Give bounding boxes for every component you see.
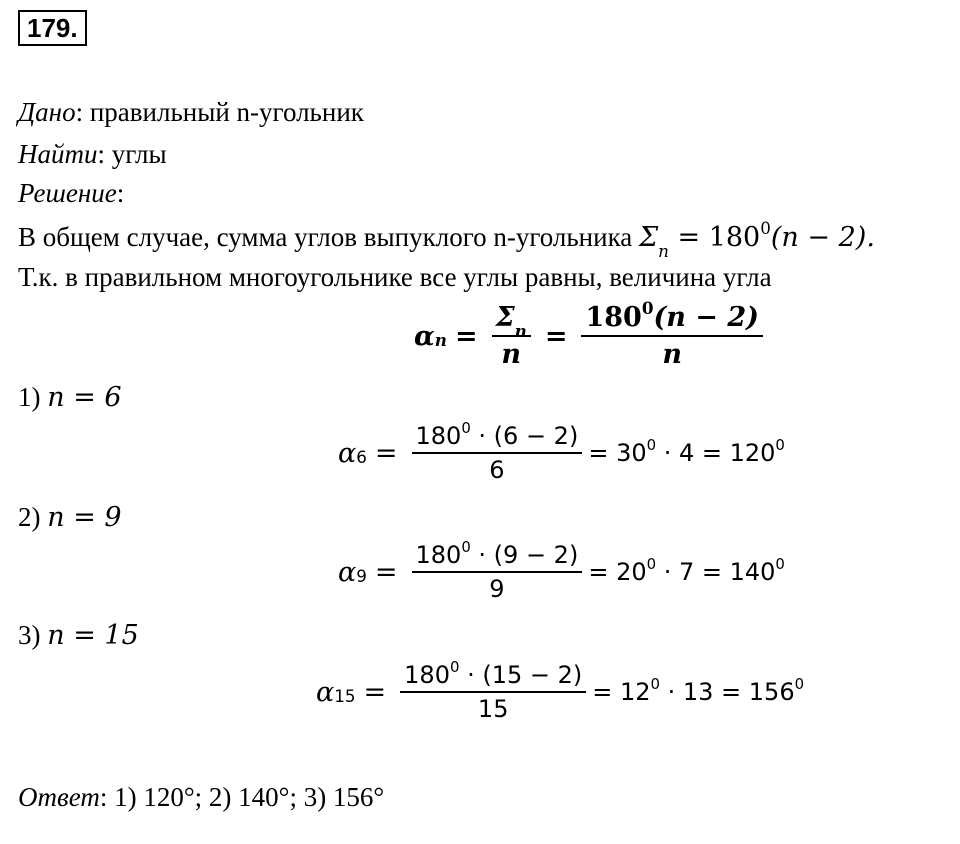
numerator-sup: 0 — [449, 657, 460, 676]
answer-colon: : — [99, 782, 108, 812]
numerator-a: 180 — [404, 661, 450, 689]
frac1-numerator-sub: n — [514, 320, 527, 341]
result-a: = 12 — [592, 678, 651, 706]
answer-line — [18, 784, 384, 811]
denominator: 15 — [400, 691, 586, 721]
case-fraction — [400, 657, 586, 723]
alpha-symbol: α — [338, 437, 357, 469]
find-colon: : — [97, 139, 106, 169]
case-fraction — [412, 418, 583, 484]
result-sup2: 0 — [775, 435, 785, 454]
frac2-numerator-a: 180 — [585, 302, 642, 333]
result-sup2: 0 — [775, 554, 785, 573]
answer-label: Ответ — [18, 782, 100, 812]
case-2-formula: α $_9$ = $\frac{180^0 \cdot (9 - 2)}{9}$ = $20^0 \cdot 7 = 140^0$ — [338, 537, 785, 603]
case-label: 1) — [18, 382, 48, 412]
frac2-denominator: n — [581, 335, 762, 368]
find-label: Найти — [18, 139, 98, 169]
case-label: 2) — [18, 502, 48, 532]
alpha-symbol: α — [414, 320, 435, 352]
case-fraction — [412, 537, 583, 603]
case-1-condition — [18, 384, 122, 411]
case-condition: n = 6 — [47, 382, 122, 413]
solution-colon: : — [116, 178, 125, 208]
sigma-symbol: Σ — [639, 222, 659, 253]
case-label: 3) — [18, 620, 48, 650]
denominator: 9 — [412, 571, 583, 601]
find-line — [18, 141, 167, 168]
frac1-numerator: Σ — [495, 302, 515, 333]
result-sup1: 0 — [646, 554, 657, 573]
solution-label: Решение — [18, 178, 117, 208]
numerator-sup: 0 — [461, 418, 471, 437]
result-a: = 20 — [588, 558, 647, 586]
result-sup2: 0 — [794, 674, 805, 693]
numerator-a: 180 — [415, 422, 462, 450]
case-1-formula: α $_6$ = $\frac{180^0 \cdot (6 - 2)}{6}$ = $30^0 \cdot 4 = 120^0$ — [338, 418, 785, 484]
given-text: правильный n-угольник — [83, 97, 364, 127]
case-condition: n = 9 — [47, 502, 122, 533]
result-sup1: 0 — [650, 674, 660, 693]
numerator-a: 180 — [415, 541, 462, 569]
given-line — [18, 99, 364, 126]
paragraph-regular-polygon: Т.к. в правильном многоугольнике все углы равны, величина угла — [18, 262, 772, 292]
case-3-formula: α $_{15}$ = $\frac{180^0 \cdot (15 - 2)}{15}$ = $12^0 \cdot 13 = 156^0$ — [316, 657, 805, 723]
frac1-denominator: n — [492, 335, 531, 368]
para1-rest: (n − 2). — [770, 222, 875, 253]
result-b: · 4 = 120 — [656, 439, 776, 467]
alpha-symbol: α — [338, 556, 357, 588]
solution-line — [18, 180, 124, 207]
general-angle-formula: α $_n$ = $\frac{\Sigma_n}{n}$ = $\frac{180^0(n - 2)}{n}$ — [414, 304, 769, 368]
degree-superscript: 0 — [760, 217, 771, 238]
given-colon: : — [75, 97, 84, 127]
result-a: = 30 — [588, 439, 647, 467]
denominator: 6 — [412, 452, 583, 482]
find-text: углы — [105, 139, 167, 169]
given-label: Дано — [18, 97, 76, 127]
problem-number: 179. — [18, 10, 87, 46]
result-b: · 7 = 140 — [656, 558, 776, 586]
case-2-condition — [18, 504, 122, 531]
result-b: · 13 = 156 — [659, 678, 795, 706]
frac2-numerator-sup: 0 — [641, 297, 654, 318]
frac2-numerator-b: (n − 2) — [653, 302, 759, 333]
numerator-b: · (15 − 2) — [459, 661, 583, 689]
case-condition: n = 15 — [47, 620, 139, 651]
sigma-subscript: n — [658, 240, 669, 261]
numerator-b: · (9 − 2) — [470, 541, 579, 569]
result-sup1: 0 — [646, 435, 657, 454]
answer-text: 1) 120°; 2) 140°; 3) 156° — [107, 782, 385, 812]
fraction-sigma-over-n — [492, 304, 531, 368]
para1-equals: = 180 — [668, 222, 761, 253]
alpha-symbol: α — [316, 676, 335, 708]
case-3-condition — [18, 622, 139, 649]
para1-text: В общем случае, сумма углов выпуклого n-угольника — [18, 222, 640, 252]
numerator-sup: 0 — [461, 537, 471, 556]
paragraph-sum-formula — [18, 217, 875, 261]
numerator-b: · (6 − 2) — [470, 422, 579, 450]
